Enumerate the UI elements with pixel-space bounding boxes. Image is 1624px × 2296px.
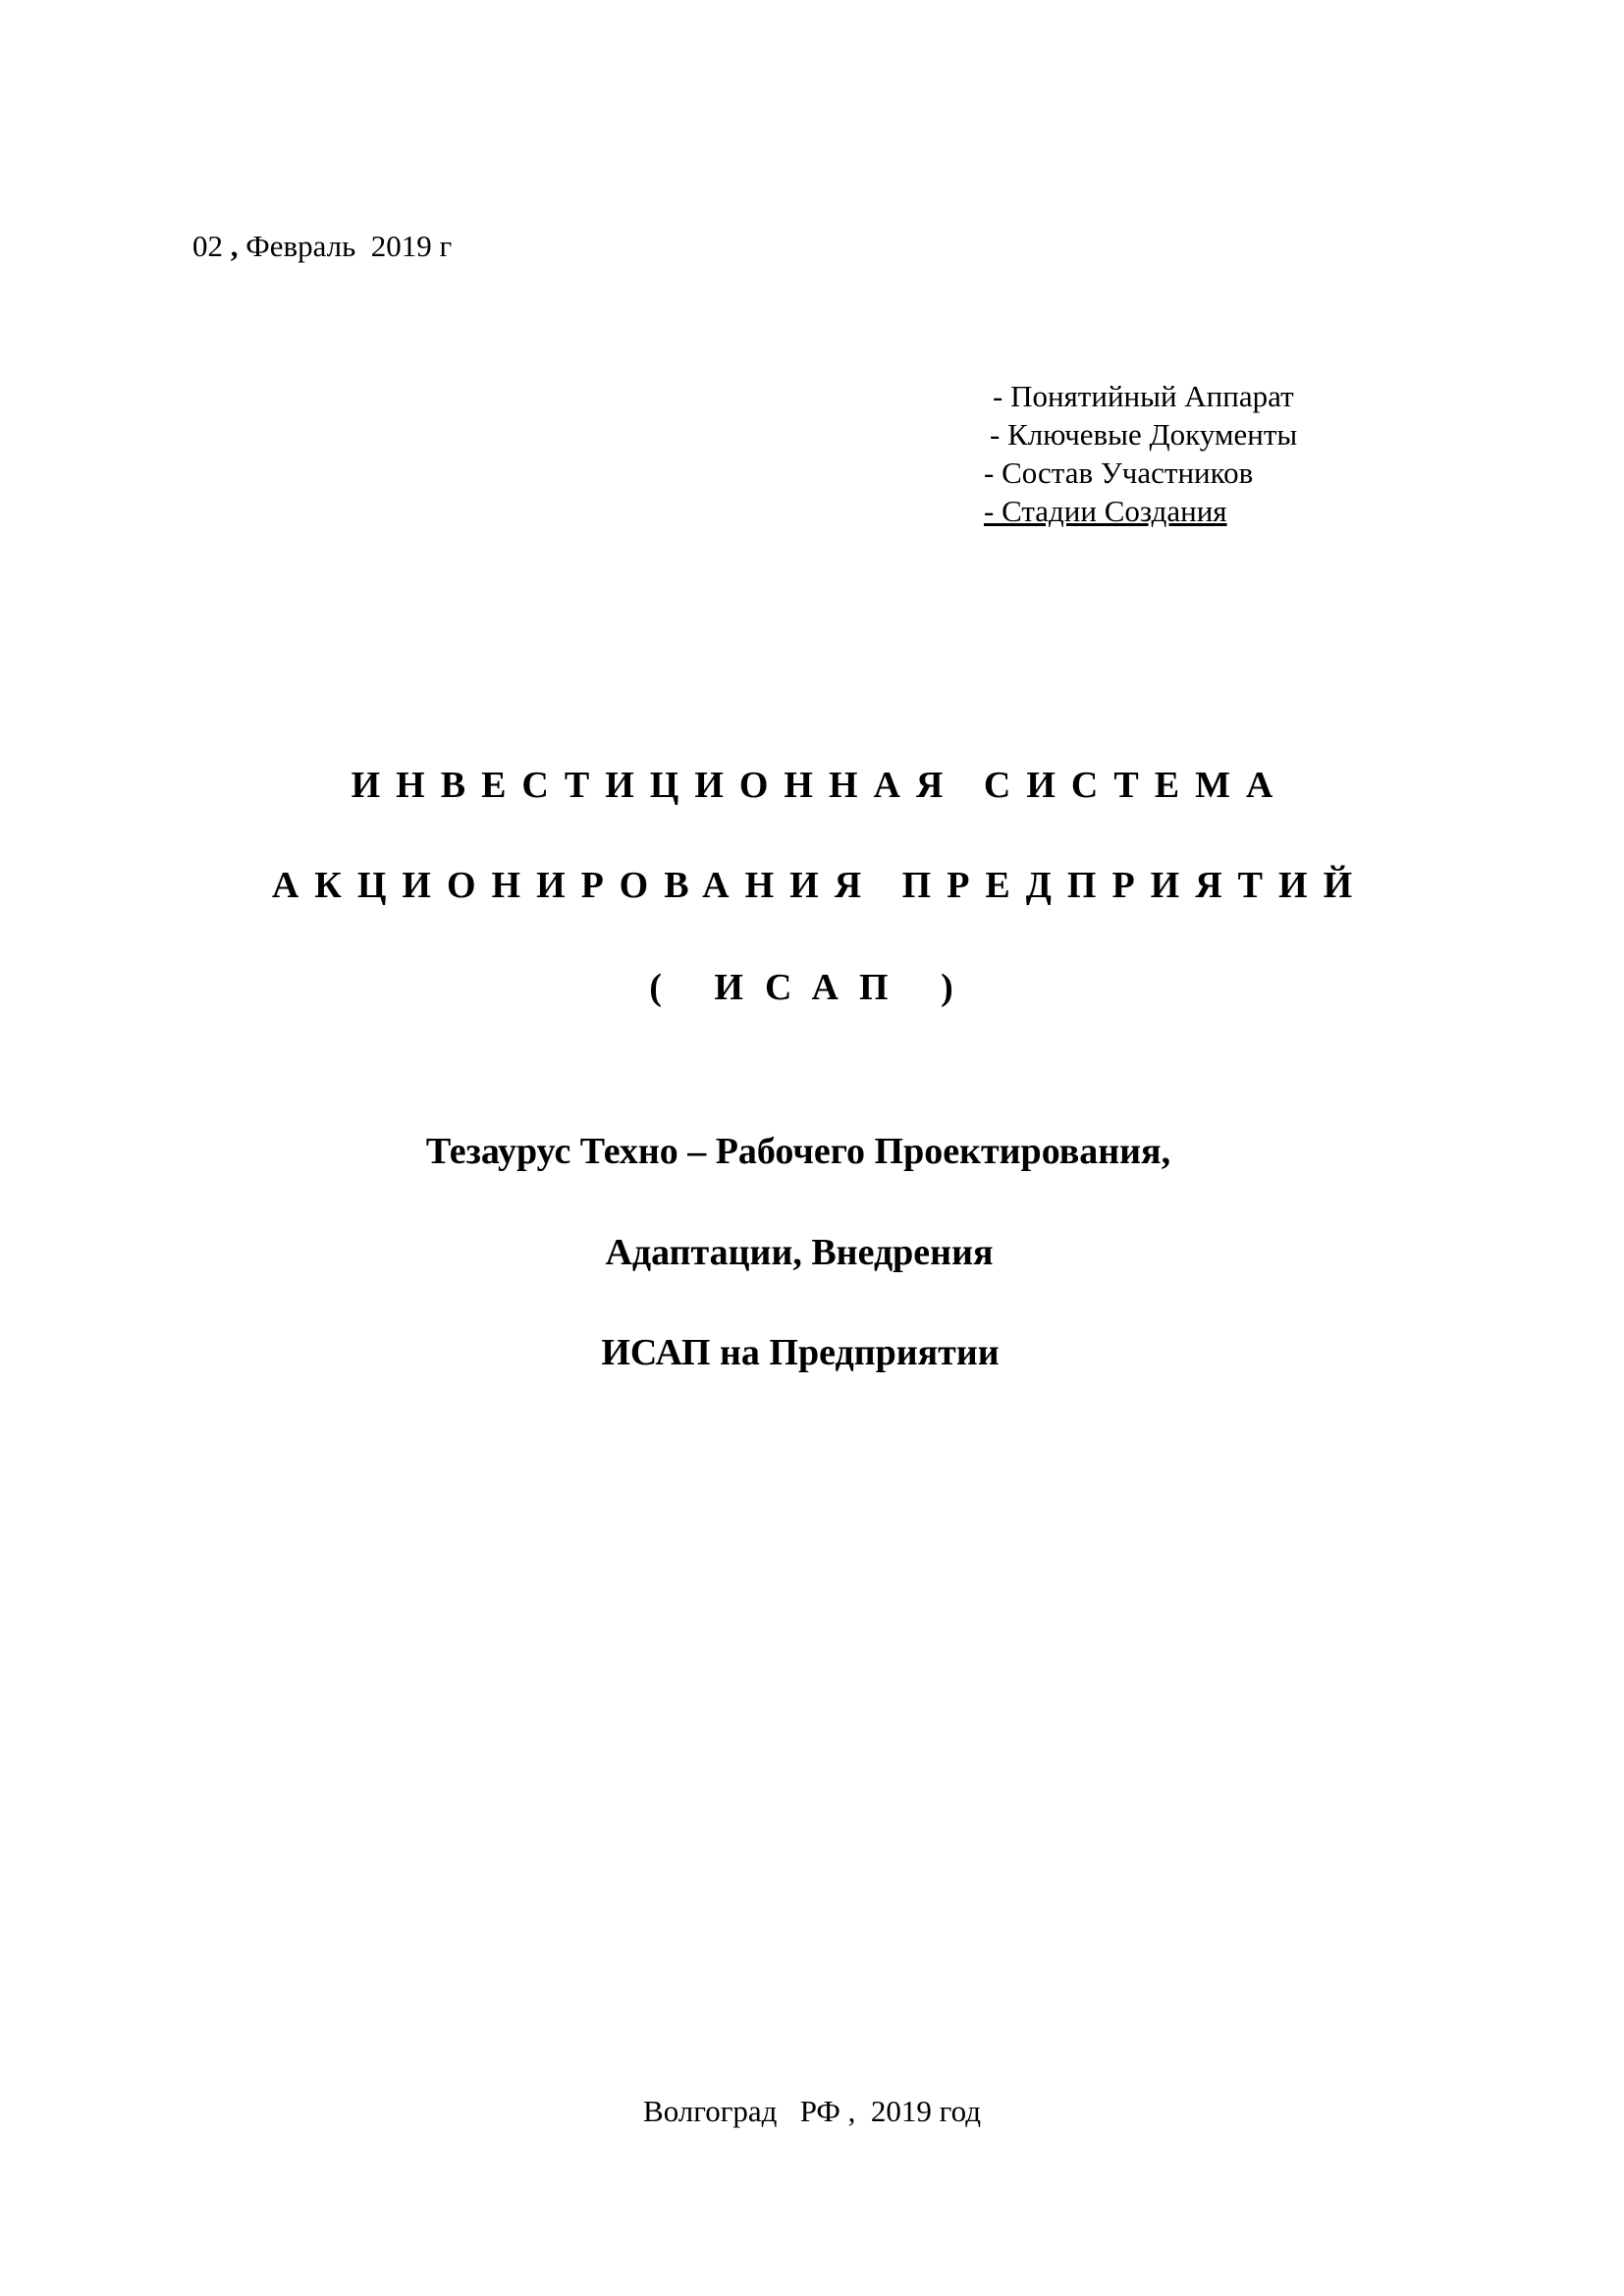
title-line-3: ( ИСАП )	[649, 967, 975, 1008]
contents-list	[975, 377, 1446, 530]
contents-item: - Понятийный Аппарат	[993, 379, 1294, 413]
date-month-year: Февраль 2019 г	[245, 229, 453, 263]
date-comma: ,	[230, 229, 239, 263]
subtitle-line-3: ИСАП на Предприятии	[601, 1332, 1000, 1373]
title-line-1: ИНВЕСТИЦИОННАЯ СИСТЕМА	[351, 765, 1289, 806]
document-date	[192, 227, 452, 266]
title-line-2: АКЦИОНИРОВАНИЯ ПРЕДПРИЯТИЙ	[271, 865, 1369, 906]
contents-item: - Состав Участников	[984, 455, 1254, 490]
subtitle-line-2: Адаптации, Внедрения	[605, 1232, 994, 1273]
footer-place-year: Волгоград РФ , 2019 год	[643, 2094, 981, 2128]
subtitle-line-1: Тезаурус Техно – Рабочего Проектирования,	[425, 1131, 1171, 1172]
contents-item: - Стадии Создания	[984, 494, 1227, 528]
contents-item: - Ключевые Документы	[990, 417, 1298, 452]
date-day: 02	[192, 229, 223, 263]
